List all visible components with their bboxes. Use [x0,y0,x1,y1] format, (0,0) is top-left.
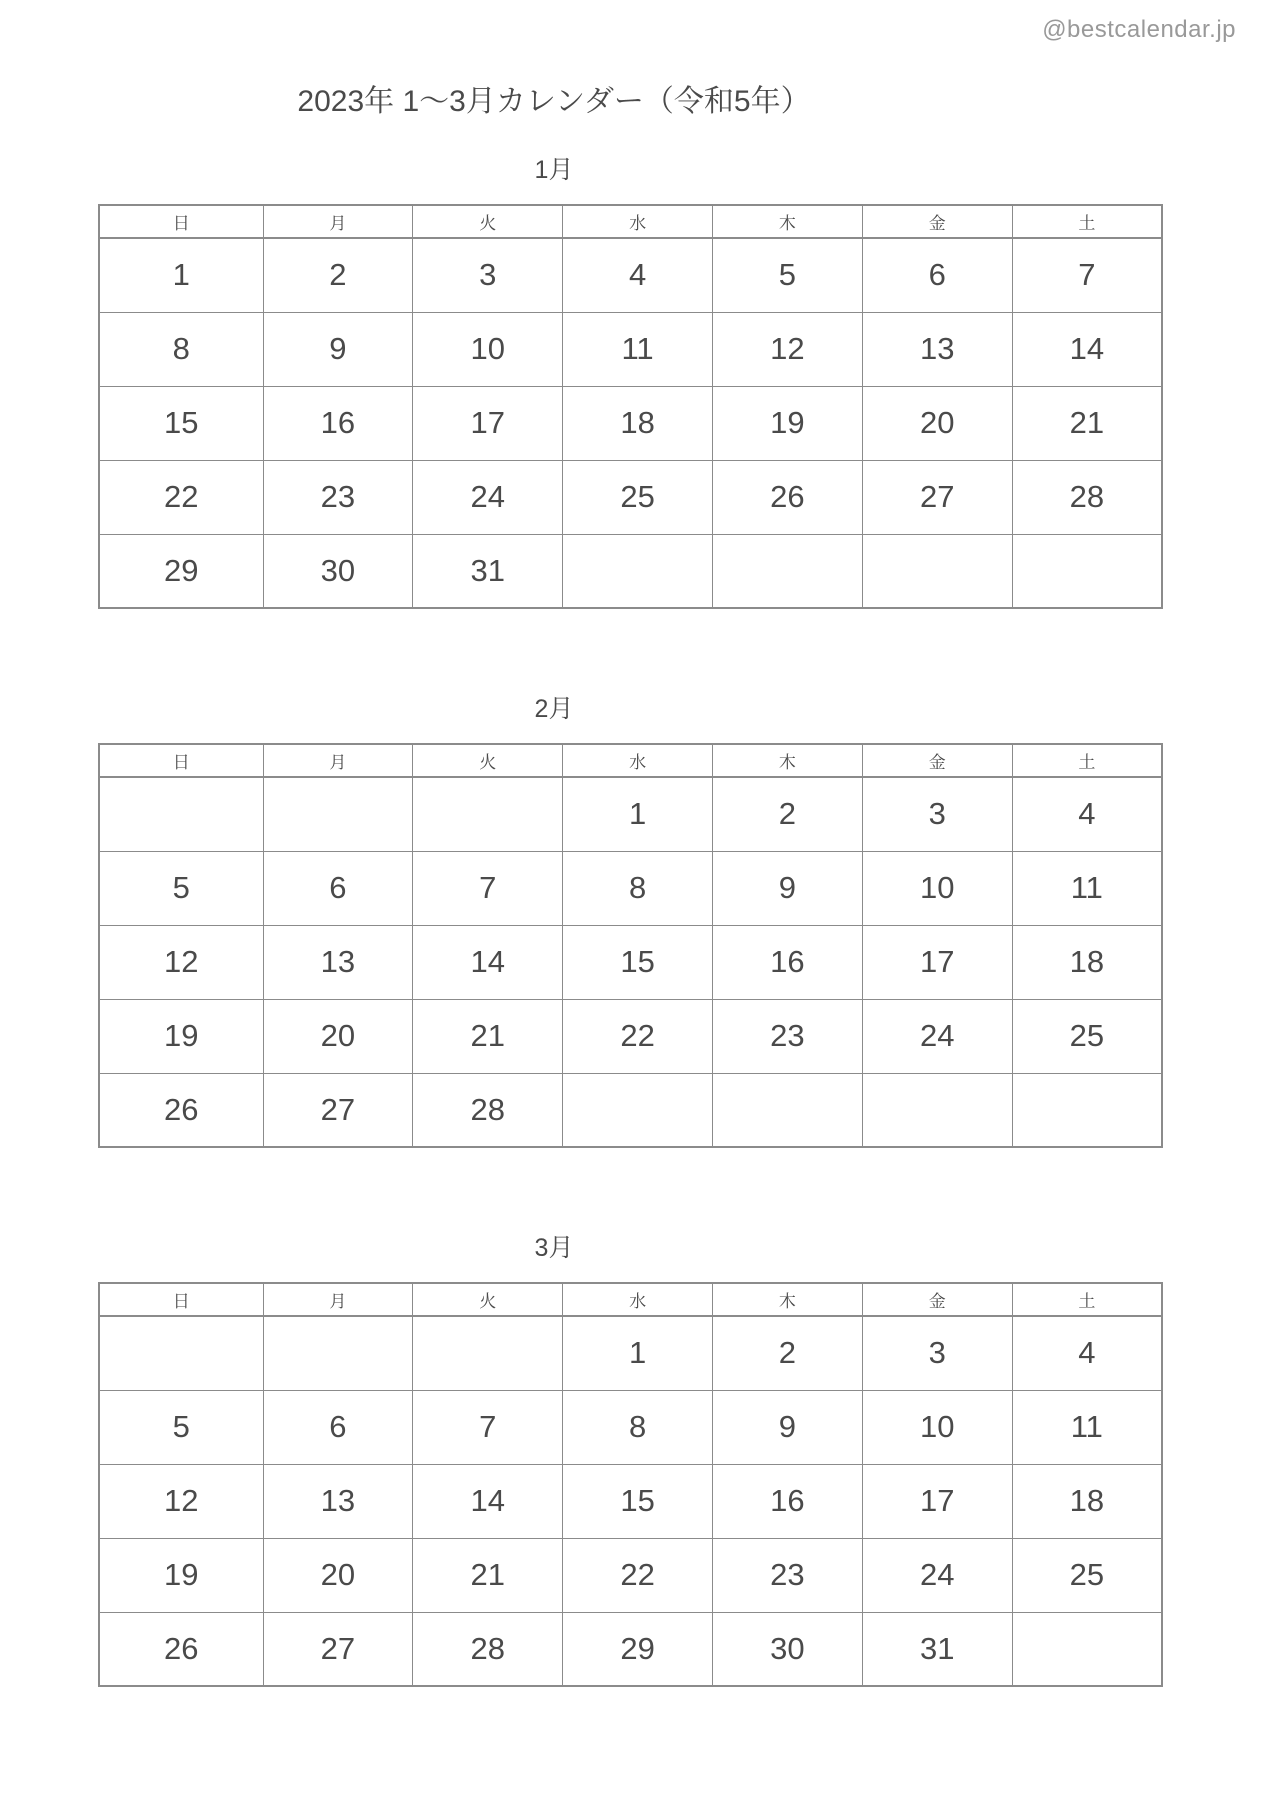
week-row [99,999,1162,1073]
day-cell: 6 [263,851,413,925]
day-cell: 27 [862,460,1012,534]
week-row [99,1316,1162,1390]
day-cell: 10 [862,1390,1012,1464]
day-cell: 17 [862,1464,1012,1538]
calendar-table [98,204,1163,609]
weekday-header: 日 [99,205,263,238]
day-cell: 1 [99,238,263,312]
weekday-header: 木 [712,205,862,238]
day-cell: 23 [712,1538,862,1612]
day-cell: 10 [413,312,563,386]
month-label: 2月 [534,695,574,723]
day-cell: 22 [563,1538,713,1612]
day-cell: 9 [712,1390,862,1464]
week-row [99,460,1162,534]
day-cell: 28 [413,1073,563,1147]
weekday-header: 金 [862,1283,1012,1316]
day-cell: 27 [263,1073,413,1147]
day-cell: 20 [263,999,413,1073]
day-cell: 24 [413,460,563,534]
weekday-header-row [99,205,1162,238]
site-watermark: @bestcalendar.jp [1042,16,1236,43]
page-title: 2023年 1〜3月カレンダー（令和5年） [297,85,811,118]
weekday-header: 金 [862,205,1012,238]
empty-cell [263,777,413,851]
day-cell: 8 [563,1390,713,1464]
day-cell: 14 [413,925,563,999]
weekday-header: 水 [563,1283,713,1316]
empty-cell [263,1316,413,1390]
day-cell: 25 [1012,1538,1162,1612]
empty-cell [413,1316,563,1390]
day-cell: 11 [1012,1390,1162,1464]
weekday-header: 月 [263,744,413,777]
empty-cell [712,534,862,608]
empty-cell [862,1073,1012,1147]
day-cell: 8 [99,312,263,386]
empty-cell [1012,1612,1162,1686]
month-calendar [0,1228,1280,1687]
day-cell: 15 [99,386,263,460]
day-cell: 29 [563,1612,713,1686]
day-cell: 4 [1012,1316,1162,1390]
week-row [99,1612,1162,1686]
weekday-header-row [99,744,1162,777]
day-cell: 20 [862,386,1012,460]
day-cell: 26 [99,1073,263,1147]
weekday-header: 木 [712,744,862,777]
day-cell: 19 [99,999,263,1073]
empty-cell [413,777,563,851]
day-cell: 4 [563,238,713,312]
day-cell: 12 [712,312,862,386]
day-cell: 14 [1012,312,1162,386]
weekday-header: 火 [413,1283,563,1316]
calendar-table [98,1282,1163,1687]
day-cell: 3 [413,238,563,312]
weekday-header: 木 [712,1283,862,1316]
weekday-header: 水 [563,744,713,777]
day-cell: 21 [413,999,563,1073]
day-cell: 13 [263,1464,413,1538]
day-cell: 13 [263,925,413,999]
day-cell: 22 [99,460,263,534]
day-cell: 19 [99,1538,263,1612]
day-cell: 24 [862,999,1012,1073]
day-cell: 9 [712,851,862,925]
day-cell: 15 [563,1464,713,1538]
day-cell: 28 [413,1612,563,1686]
day-cell: 10 [862,851,1012,925]
day-cell: 8 [563,851,713,925]
week-row [99,925,1162,999]
calendar-table [98,743,1163,1148]
weekday-header: 土 [1012,1283,1162,1316]
day-cell: 18 [563,386,713,460]
week-row [99,312,1162,386]
weekday-header: 火 [413,205,563,238]
day-cell: 20 [263,1538,413,1612]
day-cell: 30 [712,1612,862,1686]
empty-cell [563,1073,713,1147]
day-cell: 16 [712,1464,862,1538]
weekday-header: 土 [1012,744,1162,777]
day-cell: 5 [99,851,263,925]
empty-cell [563,534,713,608]
day-cell: 1 [563,1316,713,1390]
day-cell: 3 [862,777,1012,851]
empty-cell [712,1073,862,1147]
day-cell: 23 [712,999,862,1073]
week-row [99,777,1162,851]
day-cell: 18 [1012,925,1162,999]
day-cell: 29 [99,534,263,608]
day-cell: 24 [862,1538,1012,1612]
day-cell: 15 [563,925,713,999]
week-row [99,1390,1162,1464]
day-cell: 18 [1012,1464,1162,1538]
day-cell: 7 [413,1390,563,1464]
day-cell: 25 [563,460,713,534]
weekday-header: 月 [263,205,413,238]
month-calendar [0,150,1280,609]
weekday-header: 日 [99,1283,263,1316]
empty-cell [862,534,1012,608]
day-cell: 11 [563,312,713,386]
day-cell: 6 [862,238,1012,312]
day-cell: 6 [263,1390,413,1464]
day-cell: 25 [1012,999,1162,1073]
day-cell: 9 [263,312,413,386]
day-cell: 2 [712,1316,862,1390]
day-cell: 26 [99,1612,263,1686]
day-cell: 30 [263,534,413,608]
day-cell: 2 [712,777,862,851]
weekday-header: 水 [563,205,713,238]
calendar-months [0,150,1280,1687]
week-row [99,851,1162,925]
day-cell: 13 [862,312,1012,386]
empty-cell [1012,1073,1162,1147]
day-cell: 31 [862,1612,1012,1686]
day-cell: 26 [712,460,862,534]
day-cell: 28 [1012,460,1162,534]
day-cell: 1 [563,777,713,851]
day-cell: 22 [563,999,713,1073]
weekday-header: 火 [413,744,563,777]
day-cell: 5 [99,1390,263,1464]
day-cell: 19 [712,386,862,460]
day-cell: 16 [263,386,413,460]
week-row [99,1538,1162,1612]
day-cell: 2 [263,238,413,312]
day-cell: 12 [99,1464,263,1538]
day-cell: 23 [263,460,413,534]
day-cell: 3 [862,1316,1012,1390]
week-row [99,386,1162,460]
weekday-header: 金 [862,744,1012,777]
day-cell: 7 [413,851,563,925]
day-cell: 14 [413,1464,563,1538]
day-cell: 21 [1012,386,1162,460]
weekday-header: 土 [1012,205,1162,238]
week-row [99,1464,1162,1538]
day-cell: 11 [1012,851,1162,925]
week-row [99,534,1162,608]
weekday-header: 月 [263,1283,413,1316]
week-row [99,1073,1162,1147]
empty-cell [99,777,263,851]
weekday-header: 日 [99,744,263,777]
day-cell: 16 [712,925,862,999]
month-label: 1月 [534,156,574,184]
day-cell: 4 [1012,777,1162,851]
weekday-header-row [99,1283,1162,1316]
day-cell: 7 [1012,238,1162,312]
day-cell: 31 [413,534,563,608]
empty-cell [1012,534,1162,608]
day-cell: 17 [413,386,563,460]
month-calendar [0,689,1280,1148]
month-label: 3月 [534,1234,574,1262]
day-cell: 17 [862,925,1012,999]
day-cell: 27 [263,1612,413,1686]
day-cell: 12 [99,925,263,999]
day-cell: 5 [712,238,862,312]
empty-cell [99,1316,263,1390]
day-cell: 21 [413,1538,563,1612]
week-row [99,238,1162,312]
